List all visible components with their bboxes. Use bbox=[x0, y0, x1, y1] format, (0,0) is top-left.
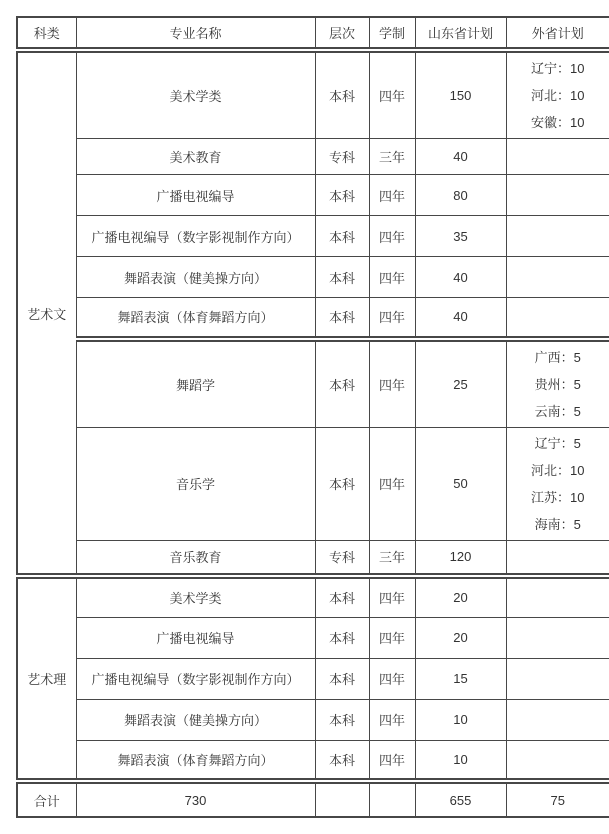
level-cell: 本科 bbox=[315, 427, 369, 540]
province-quota: 安徽：10 bbox=[531, 115, 585, 130]
province-quota: 云南：5 bbox=[534, 403, 581, 419]
major-name-cell: 广播电视编导 bbox=[76, 617, 315, 658]
header-shandong-plan: 山东省计划 bbox=[415, 17, 506, 50]
shandong-plan-cell: 10 bbox=[415, 699, 506, 740]
shandong-plan-cell: 40 bbox=[415, 298, 506, 339]
major-name-cell: 舞蹈表演（体育舞蹈方向） bbox=[76, 740, 315, 781]
table-row bbox=[17, 339, 609, 428]
province-quota: 海南：5 bbox=[534, 516, 581, 532]
total-shandong-cell: 655 bbox=[415, 781, 506, 817]
category-cell: 艺术文 bbox=[17, 50, 76, 576]
level-cell: 本科 bbox=[315, 658, 369, 699]
level-cell: 本科 bbox=[315, 617, 369, 658]
province-quota: 辽宁：10 bbox=[531, 61, 585, 76]
duration-cell: 四年 bbox=[369, 699, 415, 740]
duration-cell: 四年 bbox=[369, 50, 415, 139]
major-name-cell: 广播电视编导（数字影视制作方向） bbox=[76, 658, 315, 699]
header-category: 科类 bbox=[17, 17, 76, 50]
other-province-plan-cell bbox=[506, 339, 609, 428]
header-duration: 学制 bbox=[369, 17, 415, 50]
shandong-plan-cell: 15 bbox=[415, 658, 506, 699]
table-row bbox=[17, 175, 609, 216]
total-other-province-cell: 75 bbox=[506, 781, 609, 817]
duration-cell: 四年 bbox=[369, 216, 415, 257]
header-other-province-plan: 外省计划 bbox=[506, 17, 609, 50]
other-province-plan-cell bbox=[506, 540, 609, 576]
shandong-plan-cell: 150 bbox=[415, 50, 506, 139]
total-duration-cell bbox=[369, 781, 415, 817]
table-row bbox=[17, 658, 609, 699]
province-quota: 辽宁：5 bbox=[534, 435, 581, 451]
total-row bbox=[17, 781, 609, 817]
major-name-cell: 舞蹈表演（体育舞蹈方向） bbox=[76, 298, 315, 339]
other-province-plan-cell bbox=[506, 740, 609, 781]
level-cell: 本科 bbox=[315, 50, 369, 139]
duration-cell: 四年 bbox=[369, 257, 415, 298]
other-province-plan-cell bbox=[506, 257, 609, 298]
shandong-plan-cell: 40 bbox=[415, 257, 506, 298]
shandong-plan-cell: 80 bbox=[415, 175, 506, 216]
shandong-plan-cell: 40 bbox=[415, 139, 506, 175]
major-name-cell: 舞蹈表演（健美操方向） bbox=[76, 699, 315, 740]
level-cell: 专科 bbox=[315, 540, 369, 576]
table-row bbox=[17, 257, 609, 298]
duration-cell: 四年 bbox=[369, 175, 415, 216]
duration-cell: 四年 bbox=[369, 298, 415, 339]
table-row bbox=[17, 298, 609, 339]
level-cell: 本科 bbox=[315, 576, 369, 617]
major-name-cell: 美术教育 bbox=[76, 139, 315, 175]
shandong-plan-cell: 20 bbox=[415, 576, 506, 617]
major-name-cell: 舞蹈表演（健美操方向） bbox=[76, 257, 315, 298]
other-province-plan-cell bbox=[506, 699, 609, 740]
shandong-plan-cell: 120 bbox=[415, 540, 506, 576]
province-quota: 贵州：5 bbox=[534, 376, 581, 392]
level-cell: 本科 bbox=[315, 257, 369, 298]
other-province-plan-cell bbox=[506, 175, 609, 216]
shandong-plan-cell: 25 bbox=[415, 339, 506, 428]
total-label-cell: 合计 bbox=[17, 781, 76, 817]
table-row bbox=[17, 617, 609, 658]
table-row bbox=[17, 540, 609, 576]
shandong-plan-cell: 10 bbox=[415, 740, 506, 781]
shandong-plan-cell: 35 bbox=[415, 216, 506, 257]
other-province-plan-cell bbox=[506, 617, 609, 658]
category-cell: 艺术理 bbox=[17, 576, 76, 781]
duration-cell: 四年 bbox=[369, 427, 415, 540]
table-row bbox=[17, 139, 609, 175]
header-level: 层次 bbox=[315, 17, 369, 50]
level-cell: 本科 bbox=[315, 740, 369, 781]
table-row bbox=[17, 427, 609, 540]
province-quota: 河北：10 bbox=[531, 88, 585, 103]
header-major-name: 专业名称 bbox=[76, 17, 315, 50]
shandong-plan-cell: 20 bbox=[415, 617, 506, 658]
level-cell: 本科 bbox=[315, 216, 369, 257]
duration-cell: 四年 bbox=[369, 576, 415, 617]
major-name-cell: 音乐学 bbox=[76, 427, 315, 540]
level-cell: 本科 bbox=[315, 339, 369, 428]
level-cell: 本科 bbox=[315, 699, 369, 740]
duration-cell: 四年 bbox=[369, 658, 415, 699]
other-province-plan-cell bbox=[506, 216, 609, 257]
table-row bbox=[17, 699, 609, 740]
other-province-plan-cell bbox=[506, 658, 609, 699]
other-province-plan-cell bbox=[506, 298, 609, 339]
duration-cell: 四年 bbox=[369, 617, 415, 658]
total-majors-cell: 730 bbox=[76, 781, 315, 817]
enrollment-plan-table bbox=[16, 16, 609, 818]
other-province-plan-cell bbox=[506, 50, 609, 139]
level-cell: 本科 bbox=[315, 175, 369, 216]
major-name-cell: 音乐教育 bbox=[76, 540, 315, 576]
duration-cell: 三年 bbox=[369, 540, 415, 576]
province-quota: 广西：5 bbox=[534, 349, 581, 365]
level-cell: 本科 bbox=[315, 298, 369, 339]
shandong-plan-cell: 50 bbox=[415, 427, 506, 540]
duration-cell: 三年 bbox=[369, 139, 415, 175]
major-name-cell: 广播电视编导（数字影视制作方向） bbox=[76, 216, 315, 257]
total-level-cell bbox=[315, 781, 369, 817]
table-row bbox=[17, 740, 609, 781]
province-quota: 河北：10 bbox=[531, 462, 585, 478]
duration-cell: 四年 bbox=[369, 339, 415, 428]
other-province-plan-cell bbox=[506, 576, 609, 617]
major-name-cell: 舞蹈学 bbox=[76, 339, 315, 428]
table-row bbox=[17, 576, 609, 617]
major-name-cell: 美术学类 bbox=[76, 50, 315, 139]
province-quota: 江苏：10 bbox=[531, 489, 585, 505]
table-row bbox=[17, 216, 609, 257]
other-province-plan-cell bbox=[506, 139, 609, 175]
level-cell: 专科 bbox=[315, 139, 369, 175]
major-name-cell: 美术学类 bbox=[76, 576, 315, 617]
table-row bbox=[17, 50, 609, 139]
header-row bbox=[17, 17, 609, 50]
major-name-cell: 广播电视编导 bbox=[76, 175, 315, 216]
other-province-plan-cell bbox=[506, 427, 609, 540]
duration-cell: 四年 bbox=[369, 740, 415, 781]
